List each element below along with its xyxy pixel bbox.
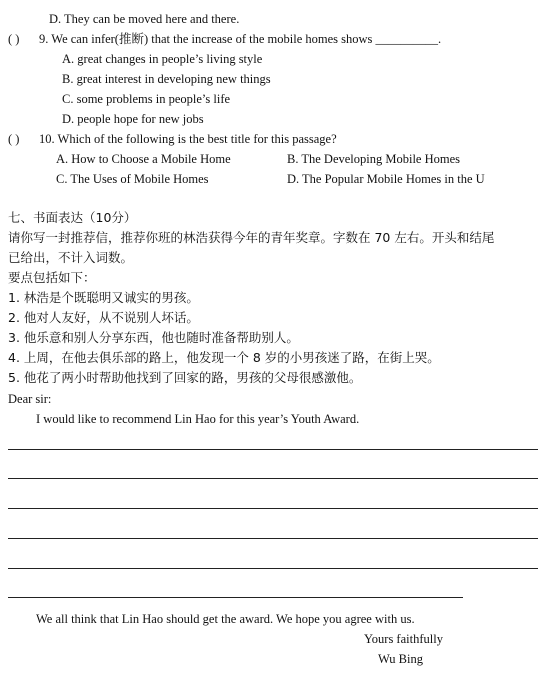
q10-stem: 10. Which of the following is the best title for this passage? (39, 132, 337, 146)
writing-line-3[interactable] (8, 508, 538, 509)
q9-option-c: C. some problems in people’s life (62, 92, 231, 106)
instruction-line-1: 请你写一封推荐信，推荐你班的林浩获得今年的青年奖章。字数在 70 左右。开头和结尾 (8, 230, 495, 245)
q10-answer-blank[interactable]: ( ) (8, 132, 20, 146)
closing-sentence: We all think that Lin Hao should get the award. We hope you agree with us. (36, 612, 415, 626)
q10-option-c: C. The Uses of Mobile Homes (56, 172, 209, 186)
signature: Wu Bing (378, 652, 423, 666)
opening-sentence: I would like to recommend Lin Hao for this year’s Youth Award. (36, 412, 360, 426)
q10-option-b: B. The Developing Mobile Homes (287, 152, 461, 166)
point-4: 4. 上周，在他去俱乐部的路上，他发现一个 8 岁的小男孩迷了路，在街上哭。 (8, 350, 440, 365)
q9-option-d: D. people hope for new jobs (62, 112, 204, 126)
signoff: Yours faithfully (364, 632, 443, 646)
instruction-line-2: 已给出，不计入词数。 (8, 250, 134, 265)
point-5: 5. 他花了两小时帮助他找到了回家的路，男孩的父母很感激他。 (8, 370, 362, 385)
writing-line-2[interactable] (8, 478, 538, 479)
point-1: 1. 林浩是个既聪明又诚实的男孩。 (8, 290, 199, 305)
salutation: Dear sir: (8, 392, 52, 406)
q9-option-b: B. great interest in developing new things (62, 72, 271, 86)
writing-line-5[interactable] (8, 568, 538, 569)
points-intro: 要点包括如下： (8, 270, 96, 285)
section-heading: 七、书面表达（10分） (8, 210, 137, 225)
writing-line-1[interactable] (8, 449, 538, 450)
point-2: 2. 他对人友好，从不说别人坏话。 (8, 310, 199, 325)
writing-line-6[interactable] (8, 597, 463, 598)
q9-stem: 9. We can infer(推断) that the increase of the mobile homes shows __________. (39, 32, 442, 46)
q10-option-a: A. How to Choose a Mobile Home (56, 152, 231, 166)
point-3: 3. 他乐意和别人分享东西，他也随时准备帮助别人。 (8, 330, 299, 345)
q9-option-a: A. great changes in people’s living style (62, 52, 263, 66)
q8-option-d: D. They can be moved here and there. (49, 12, 240, 26)
writing-line-4[interactable] (8, 538, 538, 539)
q10-option-d: D. The Popular Mobile Homes in the U (287, 172, 485, 186)
q9-answer-blank[interactable]: ( ) (8, 32, 20, 46)
